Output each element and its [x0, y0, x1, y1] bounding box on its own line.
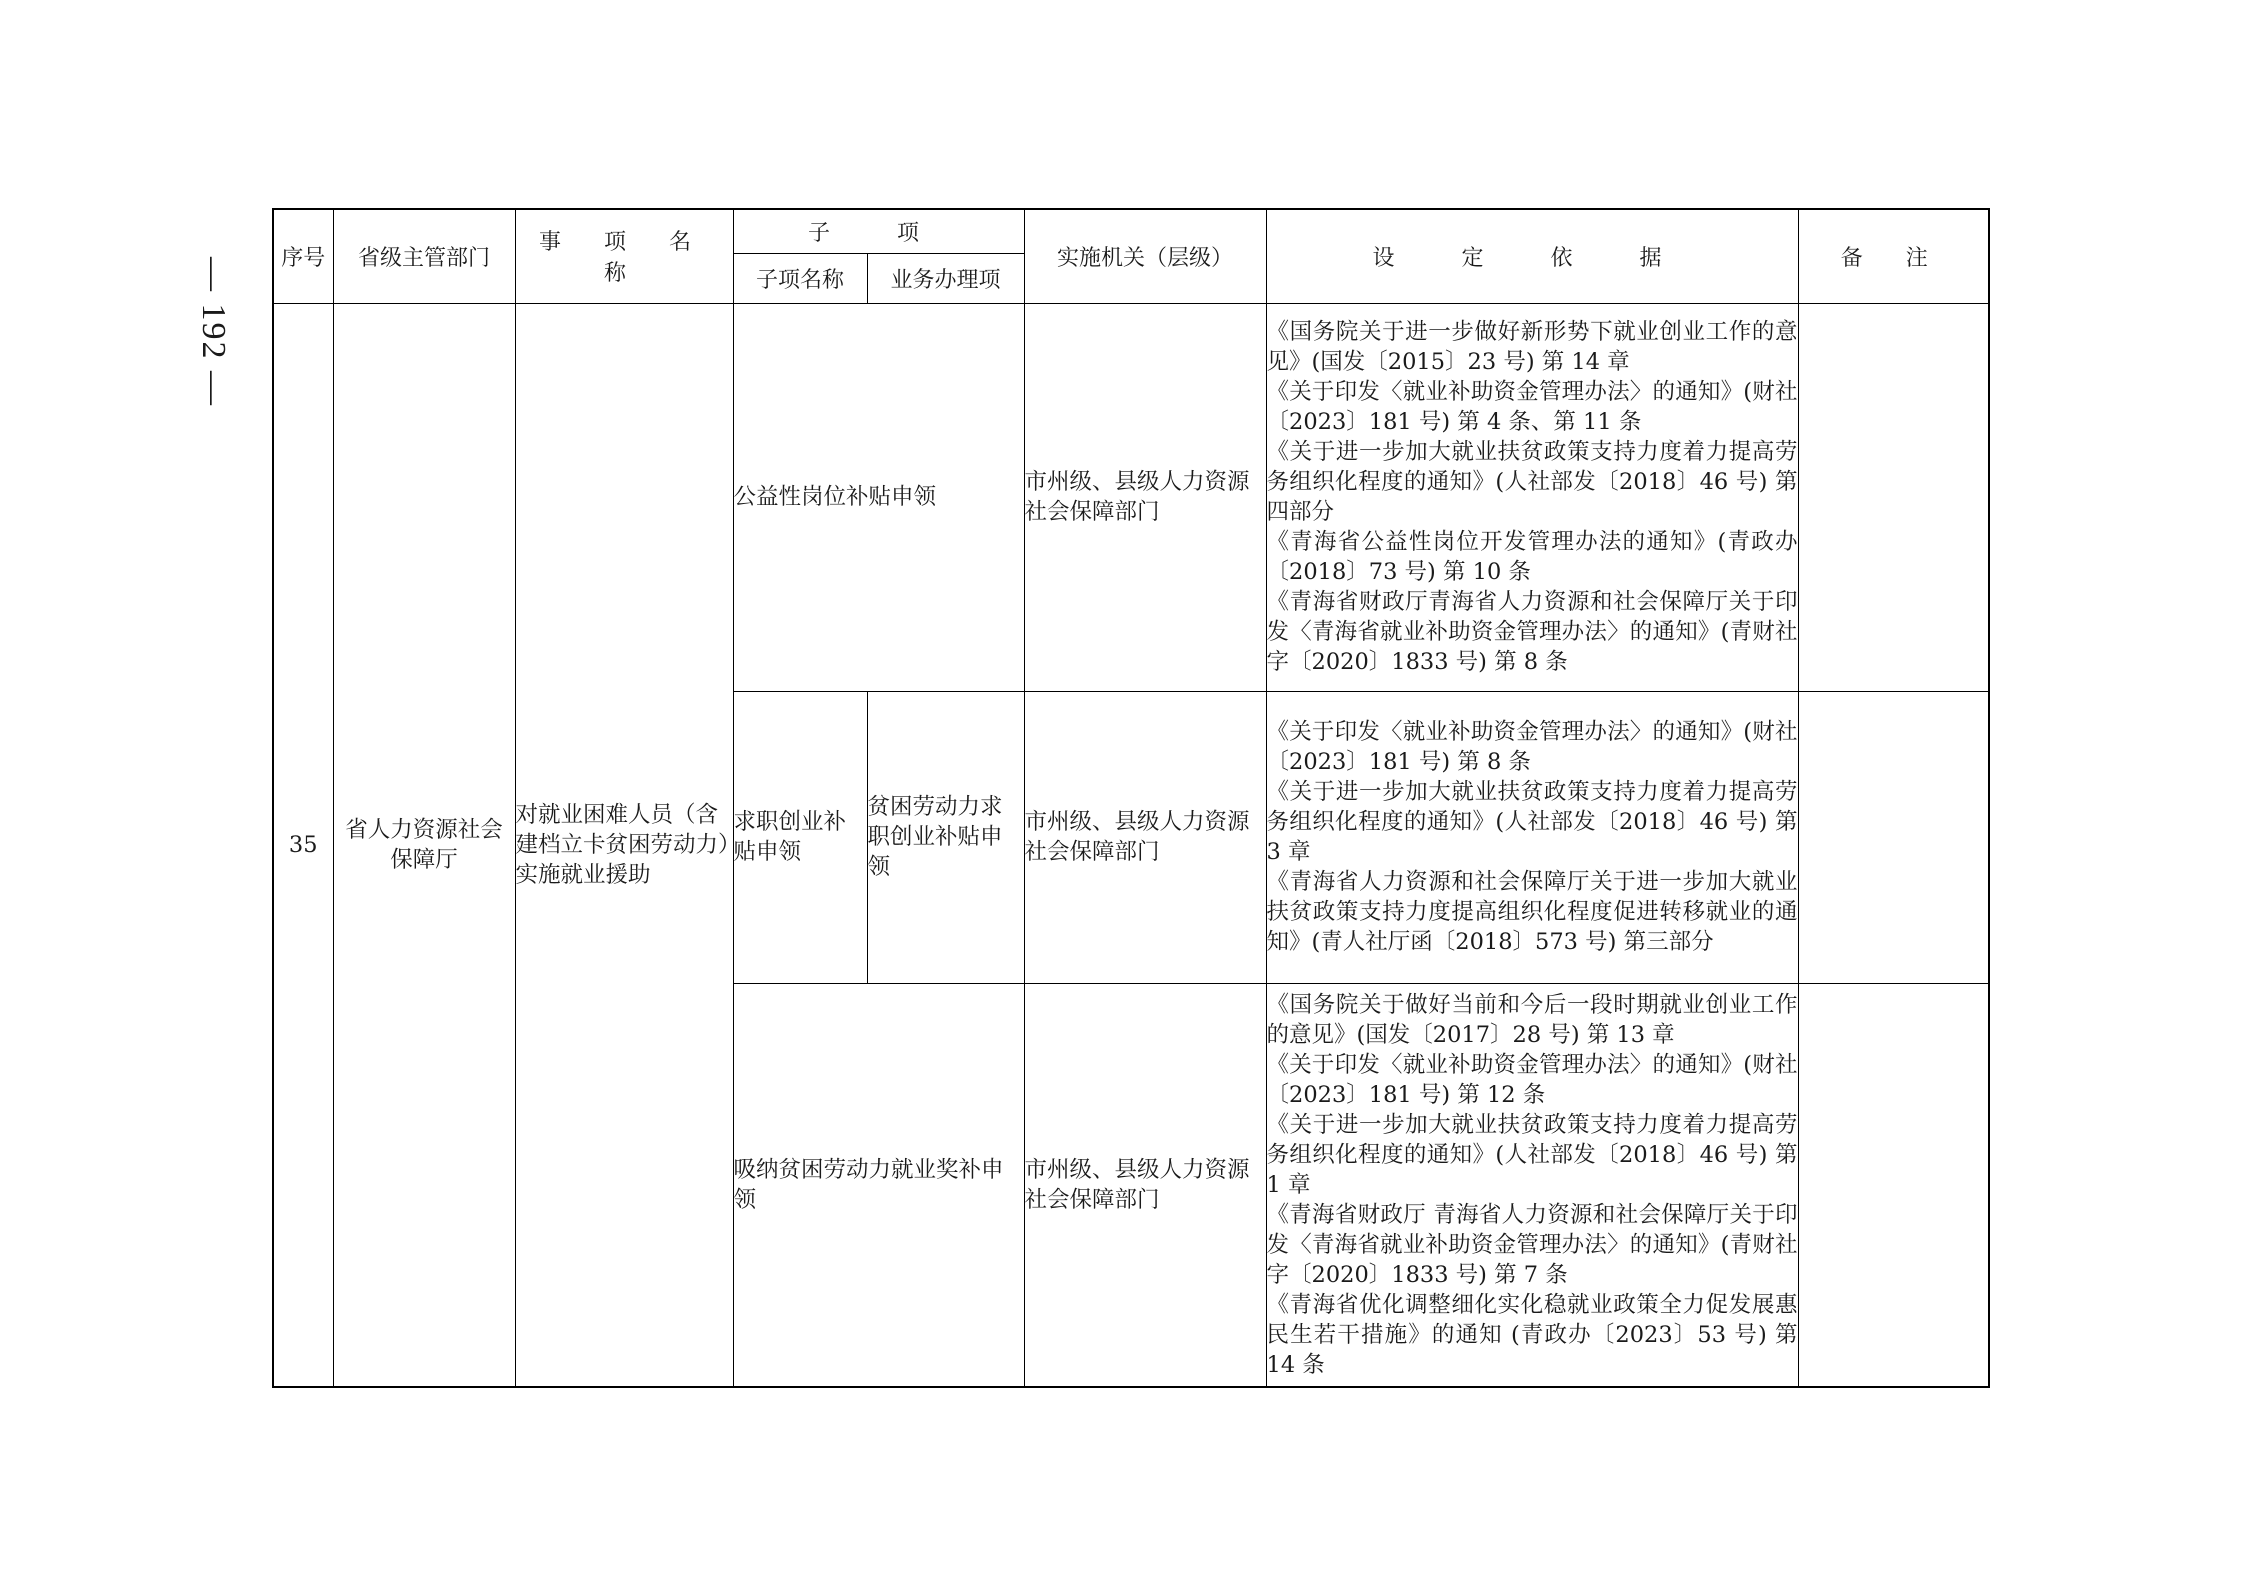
header-remark: 备 注	[1798, 209, 1989, 303]
basis-line: 《关于进一步加大就业扶贫政策支持力度着力提高劳务组织化程度的通知》(人社部发〔2018〕46 号) 第 1 章	[1266, 1111, 1798, 1198]
table-header	[273, 209, 1989, 303]
basis-line: 《青海省人力资源和社会保障厅关于进一步加大就业扶贫政策支持力度提高组织化程度促进转移就业的通知》(青人社厅函〔2018〕573 号) 第三部分	[1266, 869, 1798, 955]
basis-line: 《青海省优化调整细化实化稳就业政策全力促发展惠民生若干措施》的通知 (青政办〔2023〕53 号) 第 14 条	[1266, 1291, 1798, 1378]
subitem-name-1: 公益性岗位补贴申领	[733, 303, 1024, 691]
row-item: 对就业困难人员（含建档立卡贫困劳动力）实施就业援助	[515, 303, 733, 1387]
basis-line: 《关于进一步加大就业扶贫政策支持力度着力提高劳务组织化程度的通知》(人社部发〔2018〕46 号) 第 3 章	[1266, 779, 1798, 865]
basis-line: 《青海省财政厅青海省人力资源和社会保障厅关于印发〈青海省就业补助资金管理办法〉的通知》(青财社字〔2020〕1833 号) 第 8 条	[1266, 589, 1798, 675]
basis-line: 《国务院关于进一步做好新形势下就业创业工作的意见》(国发〔2015〕23 号) 第 14 章	[1266, 319, 1798, 375]
subitem-remark-1	[1798, 303, 1989, 691]
basis-line: 《青海省财政厅 青海省人力资源和社会保障厅关于印发〈青海省就业补助资金管理办法〉的通知》(青财社字〔2020〕1833 号) 第 7 条	[1266, 1201, 1798, 1288]
subitem-basis-2	[1266, 691, 1798, 983]
basis-line: 《关于印发〈就业补助资金管理办法〉的通知》(财社〔2023〕181 号) 第 8 条	[1266, 719, 1798, 775]
subitem-agency-3: 市州级、县级人力资源社会保障部门	[1024, 983, 1266, 1387]
header-basis: 设 定 依 据	[1266, 209, 1798, 303]
subitem-name-2: 求职创业补贴申领	[733, 691, 867, 983]
subitem-agency-2: 市州级、县级人力资源社会保障部门	[1024, 691, 1266, 983]
page-number-text: — 192 —	[195, 257, 232, 407]
subitem-basis-3	[1266, 983, 1798, 1387]
table-body	[273, 303, 1989, 1387]
subitem-name-3: 吸纳贫困劳动力就业奖补申领	[733, 983, 1024, 1387]
basis-line: 《关于进一步加大就业扶贫政策支持力度着力提高劳务组织化程度的通知》(人社部发〔2018〕46 号) 第四部分	[1266, 439, 1798, 525]
row-seq: 35	[273, 303, 333, 1387]
subitem-agency-1: 市州级、县级人力资源社会保障部门	[1024, 303, 1266, 691]
header-agency: 实施机关（层级）	[1024, 209, 1266, 303]
basis-line: 《关于印发〈就业补助资金管理办法〉的通知》(财社〔2023〕181 号) 第 4 条、第 11 条	[1266, 379, 1798, 435]
subitem-remark-3	[1798, 983, 1989, 1387]
row-dept: 省人力资源社会保障厅	[333, 303, 515, 1387]
approval-items-table	[272, 208, 1990, 1388]
header-dept: 省级主管部门	[333, 209, 515, 303]
basis-line: 《关于印发〈就业补助资金管理办法〉的通知》(财社〔2023〕181 号) 第 12 条	[1266, 1051, 1798, 1108]
subitem-remark-2	[1798, 691, 1989, 983]
subitem-basis-1	[1266, 303, 1798, 691]
subitem-business-2: 贫困劳动力求职创业补贴申领	[867, 691, 1024, 983]
basis-line: 《国务院关于做好当前和今后一段时期就业创业工作的意见》(国发〔2017〕28 号) 第 13 章	[1266, 991, 1798, 1048]
header-item: 事 项 名 称	[515, 209, 733, 303]
page-number	[196, 246, 230, 418]
header-seq: 序号	[273, 209, 333, 303]
header-business: 业务办理项	[867, 253, 1024, 303]
table-row	[273, 303, 1989, 691]
header-subitem-name: 子项名称	[733, 253, 867, 303]
header-subitem: 子 项	[733, 209, 1024, 253]
basis-line: 《青海省公益性岗位开发管理办法的通知》(青政办〔2018〕73 号) 第 10 条	[1266, 529, 1798, 585]
